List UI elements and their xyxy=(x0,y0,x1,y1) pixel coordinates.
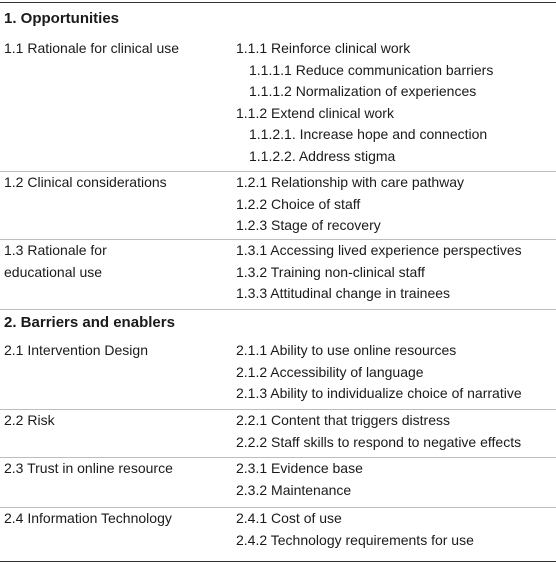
theme-label: 2.3 Trust in online resource xyxy=(4,460,173,476)
subtheme-list xyxy=(236,410,554,453)
theme-label: 1.1 Rationale for clinical use xyxy=(4,40,180,56)
list-item: 2.2.2 Staff skills to respond to negative effects xyxy=(236,433,522,450)
theme-label: 1.2 Clinical considerations xyxy=(4,174,167,190)
table-top-rule xyxy=(0,2,556,3)
list-item: 2.3.2 Maintenance xyxy=(236,481,352,498)
list-item: 1.2.3 Stage of recovery xyxy=(236,217,381,233)
table-row xyxy=(0,458,556,508)
list-item: 1.3.1 Accessing lived experience perspectives xyxy=(236,242,522,258)
table-row xyxy=(0,172,556,240)
subtheme-list xyxy=(236,508,554,551)
section-heading: 1. Opportunities xyxy=(4,10,120,27)
list-item: 2.4.1 Cost of use xyxy=(236,510,342,526)
subtheme-list xyxy=(236,340,554,405)
list-item: 2.1.2 Accessibility of language xyxy=(236,363,424,380)
subtheme-list xyxy=(236,458,554,501)
list-item: 2.3.1 Evidence base xyxy=(236,460,363,476)
section-heading: 2. Barriers and enablers xyxy=(4,314,175,331)
subtheme-list xyxy=(236,240,554,305)
list-item: 2.1.1 Ability to use online resources xyxy=(236,342,457,358)
subtheme-list xyxy=(236,38,554,167)
subtheme-list xyxy=(236,172,554,237)
theme-label: 2.1 Intervention Design xyxy=(4,342,148,358)
theme-label: 2.2 Risk xyxy=(4,412,55,428)
list-item: 1.2.2 Choice of staff xyxy=(236,195,361,212)
table-row xyxy=(0,410,556,458)
table-row xyxy=(0,240,556,310)
list-item: 2.1.3 Ability to individualize choice of narrative xyxy=(236,385,522,401)
table-bottom-rule xyxy=(0,561,556,562)
list-item: 1.1.2.2. Address stigma xyxy=(249,147,396,164)
table-row xyxy=(0,340,556,410)
theme-label: 1.3 Rationale for educational use xyxy=(4,242,107,280)
list-item: 1.2.1 Relationship with care pathway xyxy=(236,174,465,190)
table-row xyxy=(0,38,556,172)
list-item: 1.1.2.1. Increase hope and connection xyxy=(249,126,488,142)
list-item: 1.3.3 Attitudinal change in trainees xyxy=(236,285,451,301)
list-item: 1.1.1 Reinforce clinical work xyxy=(236,40,411,56)
list-item: 1.1.2 Extend clinical work xyxy=(236,104,394,121)
theme-label: 2.4 Information Technology xyxy=(4,510,172,526)
list-item: 2.2.1 Content that triggers distress xyxy=(236,412,450,428)
list-item: 1.1.1.2 Normalization of experiences xyxy=(249,83,477,99)
list-item: 1.3.2 Training non-clinical staff xyxy=(236,263,425,280)
list-item: 1.1.1.1 Reduce communication barriers xyxy=(249,61,494,78)
list-item: 2.4.2 Technology requirements for use xyxy=(236,531,474,548)
